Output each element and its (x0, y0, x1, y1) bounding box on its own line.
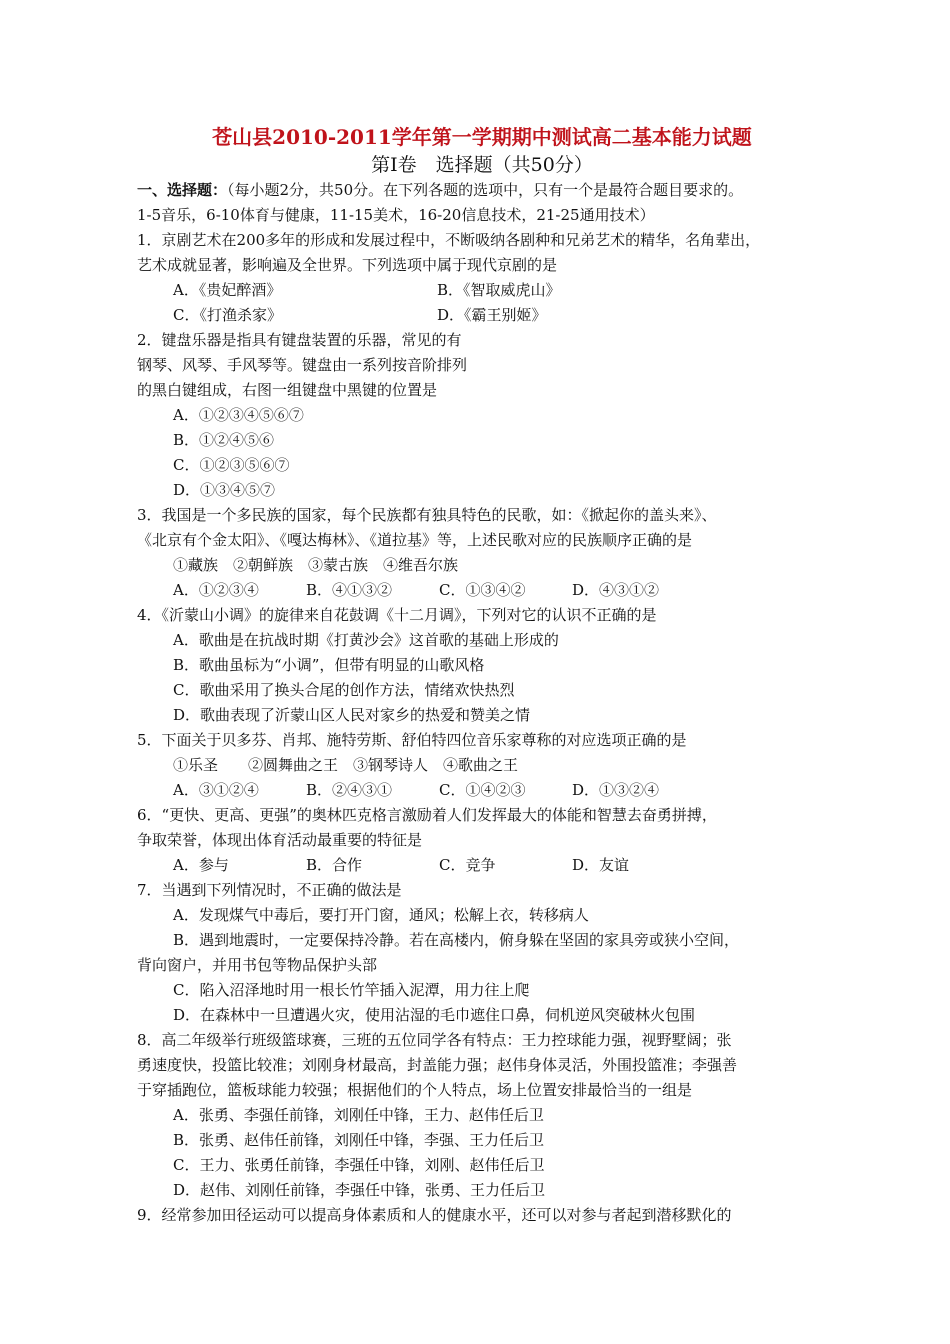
question-1-stem-line-2: 艺术成就显著，影响遍及全世界。下列选项中属于现代京剧的是 (137, 256, 558, 274)
question-3-option-b: B．④①③② (306, 581, 393, 599)
question-5-option-b: B．②④③① (306, 781, 393, 799)
question-6-option-a: A．参与 (173, 856, 229, 874)
question-1-options-row-1 (137, 278, 827, 303)
question-5-options-row (137, 778, 827, 803)
question-6-option-c: C．竞争 (439, 856, 496, 874)
question-6-stem-line-1: 6．“更快、更高、更强”的奥林匹克格言激励着人们发挥最大的体能和智慧去奋勇拼搏， (137, 806, 717, 824)
question-6-option-d: D．友谊 (572, 856, 630, 874)
question-2-option-d: D．①③④⑤⑦ (173, 481, 276, 499)
section-subtitle: 第Ⅰ卷 选择题（共50分） (371, 154, 593, 176)
question-3-option-a: A．①②③④ (173, 581, 259, 599)
question-1-options-row-2 (137, 303, 827, 328)
question-2-option-c: C．①②③⑤⑥⑦ (173, 456, 290, 474)
question-7-option-c: C．陷入沼泽地时用一根长竹竿插入泥潭，用力往上爬 (173, 981, 530, 999)
question-3-stem-line-2: 《北京有个金太阳》、《嘎达梅林》、《道拉基》等，上述民歌对应的民族顺序正确的是 (137, 531, 693, 549)
question-5-stem: 5．下面关于贝多芬、肖邦、施特劳斯、舒伯特四位音乐家尊称的对应选项正确的是 (137, 731, 687, 749)
question-7-option-a: A．发现煤气中毒后，要打开门窗，通风；松解上衣，转移病人 (173, 906, 589, 924)
question-7-option-d: D．在森林中一旦遭遇火灾，使用沾湿的毛巾遮住口鼻，伺机逆风突破林火包围 (173, 1006, 696, 1024)
section-intro-line-1 (137, 178, 827, 203)
question-8-stem-line-3: 于穿插跑位，篮板球能力较强；根据他们的个人特点，场上位置安排最恰当的一组是 (137, 1081, 693, 1099)
question-8-option-c: C．王力、张勇任前锋，李强任中锋，刘刚、赵伟任后卫 (173, 1156, 545, 1174)
question-1-option-b: B．《智取威虎山》 (437, 281, 561, 299)
section-intro-line-2: 1-5音乐，6-10体育与健康，11-15美术，16-20信息技术，21-25通用技术） (137, 206, 655, 224)
question-1-option-a: A．《贵妃醉酒》 (173, 281, 282, 299)
question-5-option-c: C．①④②③ (439, 781, 526, 799)
question-8-stem-line-1: 8．高二年级举行班级篮球赛，三班的五位同学各有特点：王力控球能力强，视野墅阔；张 (137, 1031, 732, 1049)
question-5-choices: ①乐圣 ②圆舞曲之王 ③钢琴诗人 ④歌曲之王 (173, 756, 519, 774)
question-6-options-row (137, 853, 827, 878)
question-1-option-d: D．《霸王别姬》 (437, 306, 547, 324)
question-7-option-b-line-1: B．遇到地震时，一定要保持冷静。若在高楼内，俯身躲在坚固的家具旁或狭小空间， (173, 931, 740, 949)
question-4-option-a: A．歌曲是在抗战时期《打黄沙会》这首歌的基础上形成的 (173, 631, 559, 649)
exam-document (137, 122, 827, 1228)
question-4-option-b: B．歌曲虽标为“小调”，但带有明显的山歌风格 (173, 656, 485, 674)
question-3-choices: ①藏族 ②朝鲜族 ③蒙古族 ④维吾尔族 (173, 556, 459, 574)
question-2-stem-line-1: 2．键盘乐器是指具有键盘装置的乐器，常见的有 (137, 331, 462, 349)
question-8-option-b: B．张勇、赵伟任前锋，刘刚任中锋，李强、王力任后卫 (173, 1131, 545, 1149)
question-7-option-b-line-2: 背向窗户，并用书包等物品保护头部 (137, 956, 378, 974)
question-9-stem-line-1: 9．经常参加田径运动可以提高身体素质和人的健康水平，还可以对参与者起到潜移默化的 (137, 1206, 732, 1224)
question-3-option-d: D．④③①② (572, 581, 660, 599)
question-3-option-c: C．①③④② (439, 581, 526, 599)
section-heading: 一、选择题： (137, 181, 228, 199)
question-2-stem-line-2: 钢琴、风琴、手风琴等。键盘由一系列按音阶排列 (137, 356, 468, 374)
question-8-option-d: D．赵伟、刘刚任前锋，李强任中锋，张勇、王力任后卫 (173, 1181, 546, 1199)
question-2-option-b: B．①②④⑤⑥ (173, 431, 275, 449)
section-description: （每小题2分，共50分。在下列各题的选项中，只有一个是最符合题目要求的。 (227, 181, 744, 199)
question-4-option-c: C．歌曲采用了换头合尾的创作方法，情绪欢快热烈 (173, 681, 515, 699)
question-5-option-a: A．③①②④ (173, 781, 259, 799)
question-4-stem: 4．《沂蒙山小调》的旋律来自花鼓调《十二月调》，下列对它的认识不正确的是 (137, 606, 657, 624)
question-7-stem: 7．当遇到下列情况时，不正确的做法是 (137, 881, 402, 899)
question-6-option-b: B．合作 (306, 856, 363, 874)
question-1-stem-line-1: 1．京剧艺术在200多年的形成和发展过程中，不断吸纳各剧种和兄弟艺术的精华，名角辈出， (137, 231, 761, 249)
exam-title: 苍山县2010-2011学年第一学期期中测试高二基本能力试题 (212, 125, 752, 149)
question-4-option-d: D．歌曲表现了沂蒙山区人民对家乡的热爱和赞美之情 (173, 706, 531, 724)
question-1-option-c: C．《打渔杀家》 (173, 306, 282, 324)
question-2-stem-line-3: 的黑白键组成，右图一组键盘中黑键的位置是 (137, 381, 438, 399)
question-8-stem-line-2: 勇速度快，投篮比较准；刘刚身材最高，封盖能力强；赵伟身体灵活，外围投篮准；李强善 (137, 1056, 738, 1074)
question-3-options-row (137, 578, 827, 603)
question-6-stem-line-2: 争取荣誉，体现出体育活动最重要的特征是 (137, 831, 423, 849)
question-3-stem-line-1: 3．我国是一个多民族的国家，每个民族都有独具特色的民歌，如：《掀起你的盖头来》、 (137, 506, 717, 524)
question-2-option-a: A．①②③④⑤⑥⑦ (173, 406, 304, 424)
question-8-option-a: A．张勇、李强任前锋，刘刚任中锋，王力、赵伟任后卫 (173, 1106, 544, 1124)
question-5-option-d: D．①③②④ (572, 781, 660, 799)
